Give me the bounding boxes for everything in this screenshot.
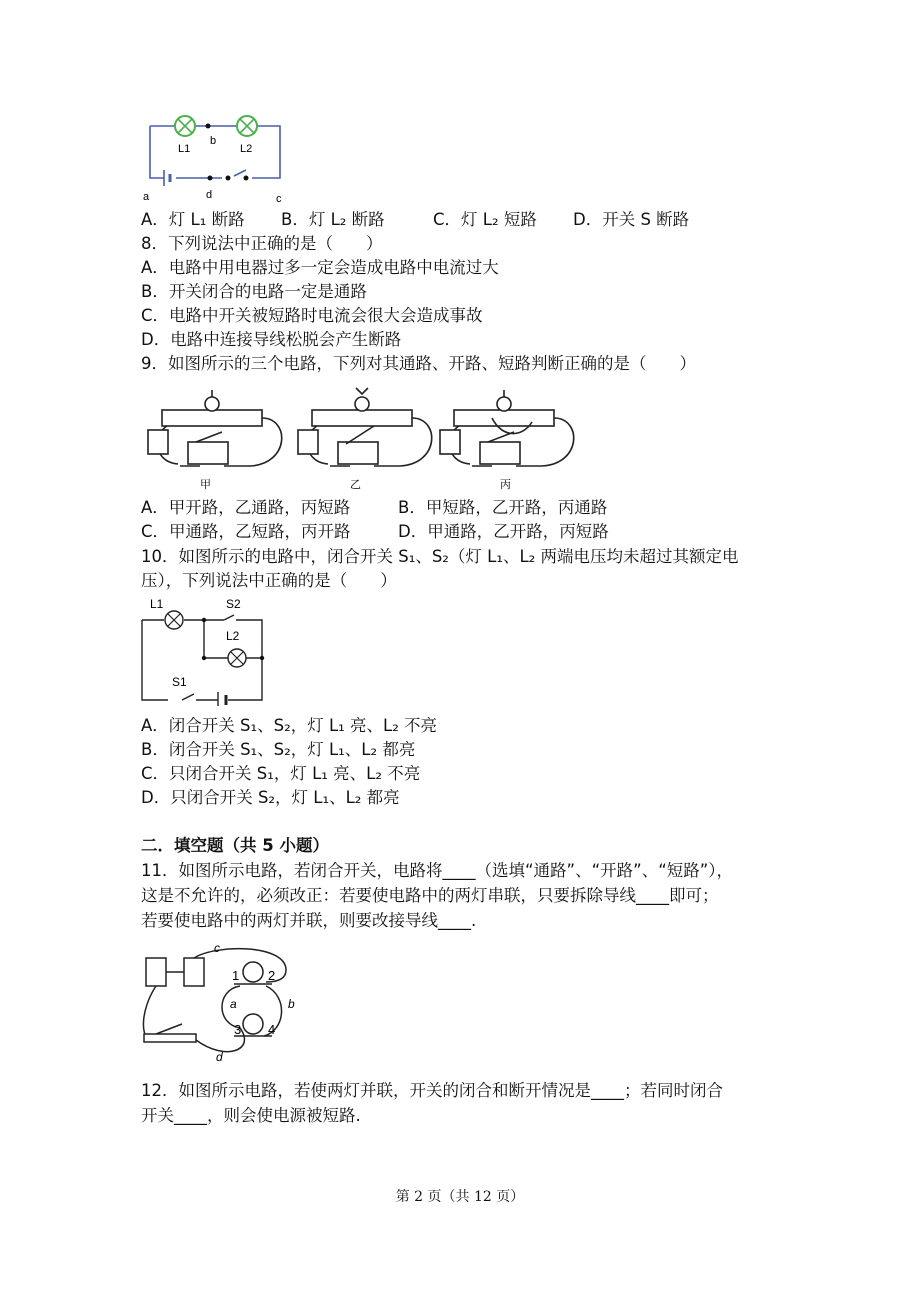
q11-label-1: 1: [232, 968, 240, 983]
q8-option-c: C．电路中开关被短路时电流会很大会造成事故: [141, 306, 483, 325]
lamp-l1-icon: [175, 116, 195, 136]
q12-line1: 12．如图所示电路，若使两灯并联，开关的闭合和断开情况是____；若同时闭合: [141, 1081, 723, 1100]
q8-stem: 8．下列说法中正确的是（ ）: [141, 234, 383, 253]
q10-option-d: D．只闭合开关 S₂，灯 L₁、L₂ 都亮: [141, 788, 400, 807]
q7-option-b: B．灯 L₂ 断路: [281, 210, 385, 229]
q11-label-2: 2: [268, 968, 276, 983]
q11-label-3: 3: [234, 1022, 242, 1037]
q11-line3: 若要使电路中的两灯并联，则要改接导线____.: [141, 911, 477, 930]
q9-option-b: B．甲短路，乙开路，丙通路: [398, 498, 608, 517]
q12-line2: 开关____，则会使电源被短路.: [141, 1106, 361, 1125]
q7-option-c: C．灯 L₂ 短路: [433, 210, 537, 229]
q7-label-l1: L1: [178, 143, 191, 155]
q9-option-d: D．甲通路，乙开路，丙短路: [398, 522, 609, 541]
q10-option-b: B．闭合开关 S₁、S₂，灯 L₁、L₂ 都亮: [141, 740, 416, 759]
q9-label-jia: 甲: [200, 479, 211, 491]
section2-heading: 二．填空题（共 5 小题）: [141, 836, 329, 855]
q8-option-b: B．开关闭合的电路一定是通路: [141, 282, 367, 301]
q9-option-c: C．甲通路，乙短路，丙开路: [141, 522, 351, 541]
q7-label-c: c: [276, 193, 282, 205]
q10-label-s2: S2: [226, 597, 241, 611]
q11-circuit-figure: [136, 940, 306, 1064]
q11-label-c: c: [214, 941, 220, 955]
q7-label-l2: L2: [240, 143, 253, 155]
q7-label-d: d: [206, 189, 213, 201]
q9-circuits-figure: [140, 382, 620, 494]
q7-label-a: a: [143, 191, 150, 203]
q9-options-row1: [141, 497, 607, 519]
q8-option-a: A．电路中用电器过多一定会造成电路中电流过大: [141, 258, 499, 277]
q7-option-d: D．开关 S 断路: [573, 210, 690, 229]
page-footer: 第 2 页（共 12 页）: [395, 1189, 525, 1205]
q11-label-b: b: [288, 997, 295, 1011]
lamp-l2-icon: [228, 649, 246, 667]
q9-options-row2: [141, 521, 609, 543]
q10-stem-line2: 压），下列说法中正确的是（ ）: [141, 571, 397, 590]
q9-label-yi: 乙: [350, 479, 361, 491]
q9-label-bing: 丙: [500, 479, 511, 491]
q11-label-a: a: [230, 997, 237, 1011]
q10-label-l1: L1: [150, 597, 164, 611]
q7-label-b: b: [210, 135, 217, 147]
lamp-l1-icon: [165, 611, 183, 629]
q10-option-a: A．闭合开关 S₁、S₂，灯 L₁ 亮、L₂ 不亮: [141, 716, 438, 735]
q11-line2: 这是不允许的，必须改正：若要使电路中的两灯串联，只要拆除导线____即可；: [141, 886, 719, 905]
q9-option-a: A．甲开路，乙通路，丙短路: [141, 498, 351, 517]
q9-stem: 9．如图所示的三个电路，下列对其通路、开路、短路判断正确的是（ ）: [141, 354, 696, 373]
q11-label-d: d: [216, 1050, 223, 1064]
q11-label-4: 4: [268, 1022, 276, 1037]
q10-stem-line1: 10．如图所示的电路中，闭合开关 S₁、S₂（灯 L₁、L₂ 两端电压均未超过其额定电: [141, 547, 739, 566]
q10-label-l2: L2: [226, 629, 240, 643]
q7-option-a: A．灯 L₁ 断路: [141, 210, 245, 229]
q8-option-d: D．电路中连接导线松脱会产生断路: [141, 330, 402, 349]
q7-circuit-diagram: [140, 108, 290, 206]
lamp-l2-icon: [237, 116, 257, 136]
q7-options: [141, 209, 689, 231]
q10-circuit-diagram: [136, 594, 272, 706]
q10-option-c: C．只闭合开关 S₁，灯 L₁ 亮、L₂ 不亮: [141, 764, 421, 783]
q11-line1: 11．如图所示电路，若闭合开关，电路将____（选填“通路”、“开路”、“短路”），: [141, 861, 734, 880]
q10-label-s1: S1: [172, 675, 187, 689]
